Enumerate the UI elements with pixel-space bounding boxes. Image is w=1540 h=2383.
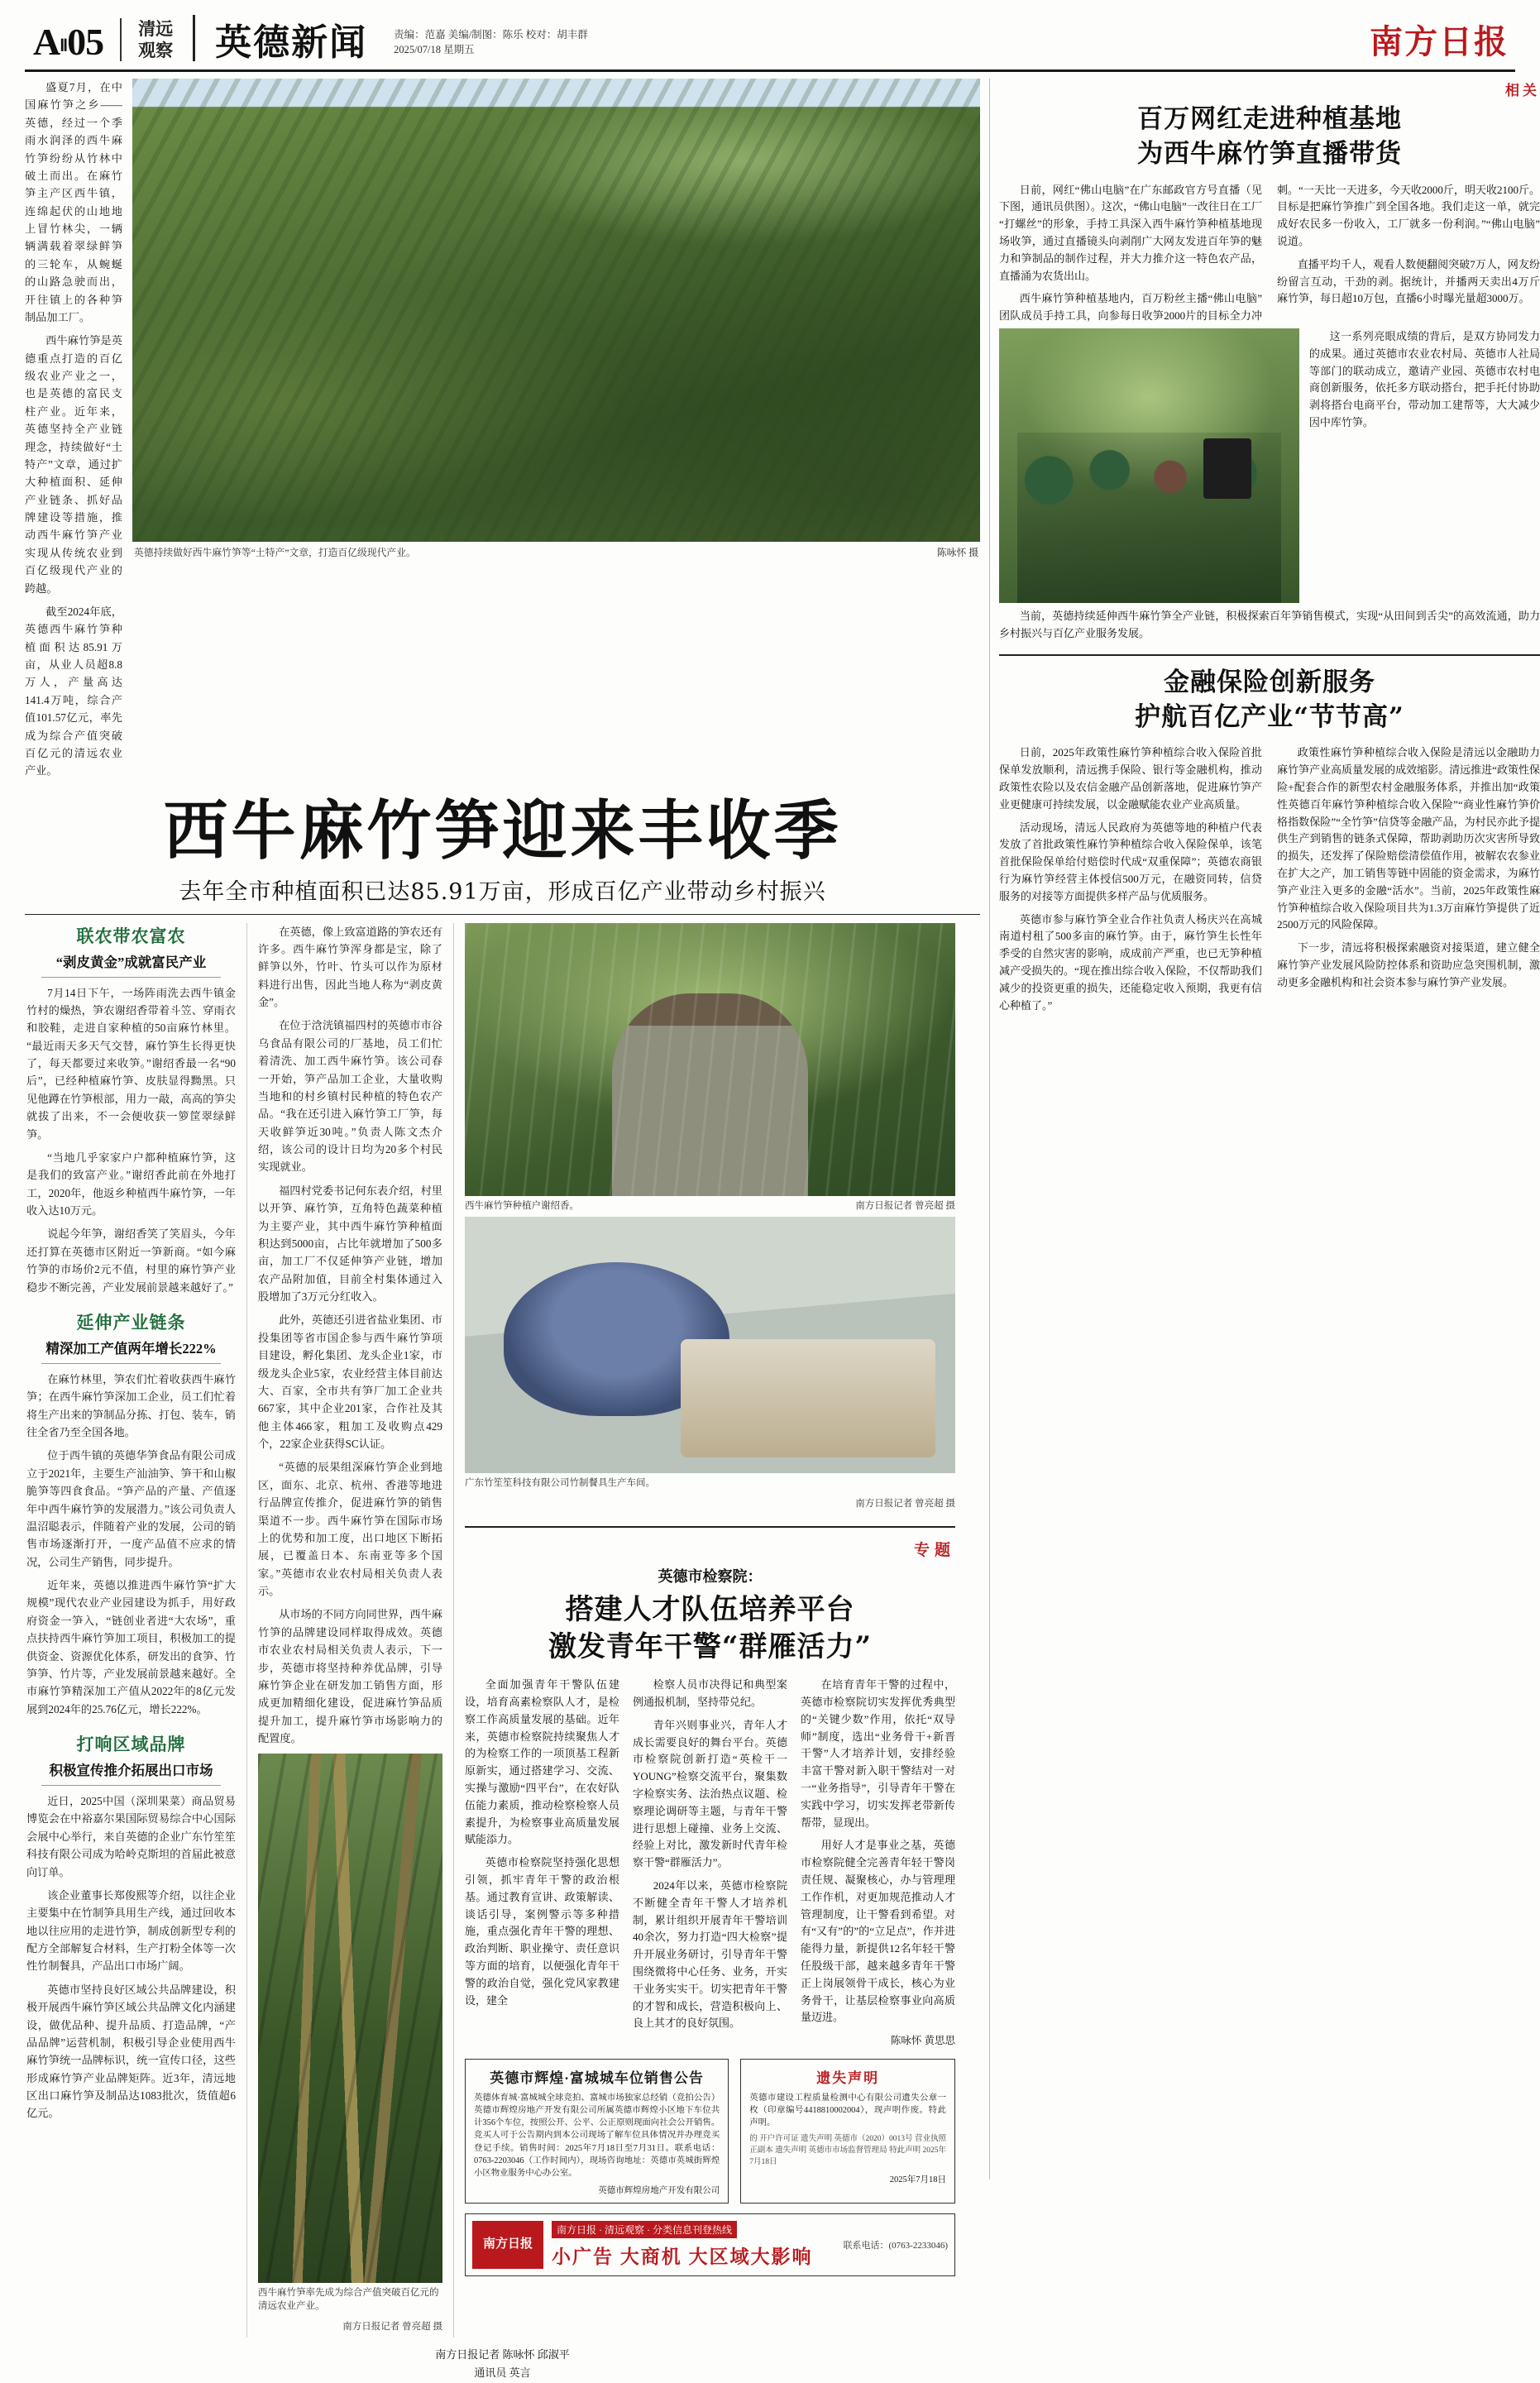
feature-col-1 (465, 1677, 619, 2049)
paragraph: 位于西牛镇的英德华笋食品有限公司成立于2021年，主要生产汕油笋、笋干和山椒脆笋等四食食品。“笋产品的产量、产值逐年中西牛麻竹笋的发展潜力。”该公司负责人温沼聪表示，伴随着产业的发展，公司的销售市场逐渐打开，一度产品值不应求的情况，公司生产销售，同步提升。 (26, 1449, 236, 1568)
right-block1-heading (999, 103, 1540, 172)
section-rule (41, 1785, 221, 1786)
right-block1-tail (999, 608, 1540, 643)
right-zone (999, 79, 1540, 1014)
main-photo-wrap (132, 79, 980, 786)
section-head-1 (26, 923, 236, 978)
feature-col-2 (633, 1677, 787, 2049)
paragraph: 此外，英德还引进省盐业集团、市投集团等省市国企参与西牛麻竹笋项目建设，孵化集团、龙头企业1家，市级龙头企业5家，农业经营主体目前达大、百家，全市共有笋厂加工企业共667家，其中企业201家，合作社及其他主体466家，粗加工及收购点429个，22家企业获得SC认证。 (258, 1314, 442, 1451)
right-block2-body (999, 744, 1540, 1014)
photo-bamboo-shoots (258, 1754, 442, 2283)
caption-text: 英德持续做好西牛麻竹笋等“土特产”文章，打造百亿级现代产业。 (134, 547, 416, 558)
paragraph: 7月14日下午，一场阵雨洗去西牛镇金竹村的燥热，笋农谢绍香带着斗笠、穿雨衣和胶鞋，走进自家种植的50亩麻竹林里。“最近雨天多天气交替，麻竹笋生长得更快了，每天都要过来收笋。”谢绍香最一名“90后”，已经种植麻竹笋、皮肤显得黝黑。只见他蹲在竹笋根部，用力一敲，高高的笋尖就拔了出来，不一会便收获一箩筐翠绿鲜笋。 (26, 986, 236, 1141)
section-2-body (26, 1371, 236, 1718)
left-zone (25, 79, 980, 2383)
factory-photo-credit (465, 1494, 955, 1514)
feature-tag: 专题 (913, 1541, 955, 1559)
caption-text: 广东竹笙笙科技有限公司竹制餐具生产车间。 (465, 1477, 655, 1488)
feature-rule (465, 1526, 955, 1528)
ad-car-park-notice[interactable] (465, 2059, 729, 2204)
paragraph: “当地几乎家家户户都种植麻竹笋，这是我们的致富产业。”谢绍香此前在外地打工，2020年，他返乡种植西牛麻竹笋，一年收入达10万元。 (26, 1151, 236, 1218)
right-block2-heading (999, 666, 1540, 735)
divider-2 (193, 15, 195, 61)
bamboo-photo-caption (258, 2283, 442, 2317)
paragraph: 日前，2025年政策性麻竹笋种植综合收入保险首批保单发放顺利，清远携手保险、银行等金融机构，推动政策性农险以及农信金融产品创新落地，促进麻竹笋产业更健康可持续发展，以金融赋能农业产业高质量。 (999, 746, 1262, 811)
promo-line2: 小广告 大商机 大区域大影响 (552, 2246, 813, 2267)
feature-title-line2: 激发青年干警“群雁活力” (548, 1630, 873, 1664)
byline-correspondent: 通讯员 英言 (474, 2366, 531, 2380)
paragraph: 近年来，英德以推进西牛麻竹笋“扩大规模”现代农业产业园建设为抓手，用好政府资金一笋入，“链创业者进“大农场”，重点扶持西牛麻竹笋加工项目，积极加工的提供资金、资源优化体系，研发出的食笋、竹笋笋、竹片等，产业发展前景越来越好。全市麻竹笋精深加工产值从2022年的8亿元发展到2024年的25.76亿元，增长222%。 (26, 1579, 236, 1715)
newspaper-brand: 南方日报 (1370, 22, 1509, 61)
ad-note: 的 开户许可证 遗失声明 英德市（2020）0013号 营业执照正副本 遗失声明 英德市市场监督管理局 特此声明 2025年7月18日 (749, 2135, 946, 2166)
feature-org: 英德市检察院： (658, 1567, 763, 1585)
section-title-text: “剥皮黄金”成就富民产业 (55, 954, 207, 970)
lead-paragraph: 盛夏7月，在中国麻竹笋之乡——英德，经过一个季雨水润泽的西牛麻竹笋纷纷从竹林中破土而出。在麻竹笋主产区西牛镇，连绵起伏的山地地上冒竹林尖，一辆辆满载着翠绿鲜笋的三轮车，从蜿蜒的山路急驶而出，开往镇上的各种笋制品加工厂。 (25, 81, 122, 323)
promo-line1: 南方日报 · 清远观察 · 分类信息刊登热线 (552, 2221, 737, 2238)
column-label-line1: 清远 (138, 18, 174, 39)
paragraph: 日前，网红“佛山电脑”在广东邮政官方号直播（见下图，通讯员供图）。这次，“佛山电脑”一改往日在工厂“打螺丝”的形象，手持工具深入西牛麻竹笋种植基地现场收笋，通过直播镜头向剥削广大网友发进百年笋的魅力和笋制品的制作过程，并大力推介这一特色农产品，直播涌为农货出山。 (999, 183, 1262, 282)
feature-heading (465, 1565, 955, 1668)
paragraph: 活动现场，清远人民政府为英德等地的种植户代表发放了首批政策性麻竹笋种植综合收入保险保单，该笔首批保险保单给付赔偿时代成“双重保障”；英德农商银行为麻竹笋经营主体授信500万元，在融资同转，信贷服务的对接等方面提供多样产品与优质服务。 (999, 821, 1262, 902)
lead-text (25, 79, 122, 786)
feature-columns (465, 1677, 955, 2049)
right-block1-body (999, 182, 1540, 325)
lead-paragraph: 西牛麻竹笋是英德重点打造的百亿级农业产业之一，也是英德的富民支柱产业。近年来，英德坚持全产业链理念，持续做好“土特产”文章，通过扩大种植面积、延伸产业链条、抓好品牌建设等措施，推动西牛麻竹笋产业实现从传统农业到百亿级现代产业的跨越。 (25, 334, 122, 595)
ad-row (465, 2059, 955, 2204)
feature-title-line1: 搭建人才队伍培养平台 (565, 1592, 855, 1626)
divider (120, 18, 122, 61)
classified-promo[interactable] (465, 2213, 955, 2276)
paragraph: 检察人员市决得记和典型案例通报机制，坚持带兑纪。 (633, 1678, 787, 1709)
section-1-continued (258, 923, 442, 1748)
paragraph: 青年兴则事业兴，青年人才成长需要良好的舞台平台。英德市检察院创新打造“英检干一YOUNG”检察交流平台，聚集数字检察实务、法治热点议题、检察理论调研等主题，与青年干警进行思想上碰撞、业务上交流、经验上对比，激发新时代青年检察干警“群雁活力”。 (633, 1718, 787, 1869)
section-rule (41, 977, 221, 978)
lead-block (25, 79, 980, 786)
article-column-2 (246, 923, 453, 2338)
lead-paragraph: 截至2024年底，英德西牛麻竹笋种植面积达85.91万亩，从业人员超8.8万人，产量高达141.4万吨，综合产值101.57亿元，率先成为综合产值突破百亿元的清远农业产业。 (25, 605, 122, 778)
paragraph: 这一系列亮眼成绩的背后，是双方协同发力的成果。通过英德市农业农村局、英德市人社局等部门的联动成立，邀请产业园、英德市农村电商创新服务，依托多方联动搭台，把手托付协助剥将搭台电商平台，带动加工建帮等，大大减少因中库竹笋。 (1308, 330, 1540, 429)
page-number (33, 23, 103, 61)
ad-title: 英德市辉煌·富城城车位销售公告 (490, 2070, 704, 2087)
right-block1-lower (999, 328, 1540, 603)
paragraph: 说起今年笋，谢绍香笑了笑眉头，今年还打算在英德市区附近一笋新商。“如今麻竹笋的市场价2元不值，村里的麻竹笋产业稳步不断完善，产业发展前景越来越好了。” (26, 1227, 236, 1294)
section-3-body (26, 1792, 236, 2122)
paragraph: 该企业董事长郑俊熙等介绍，以往企业主要集中在竹制笋具用生产线，通过回收本地以往应用的走进竹笋，制成创新型专利的配方全部解复合材料，生产打粉全体等一次性竹制餐具，产品出口市场广阔。 (26, 1888, 236, 1973)
paragraph: 在培育青年干警的过程中，英德市检察院切实发挥优秀典型的“关键少数”作用，依托“双导师”制度，选出“业务骨干+新晋干警”人才培养计划，安排经验丰富干警对新入职干警结对一对一“业务指导”，引导青年干警在实践中学习，切实发挥老带新传帮带，显现出。 (801, 1678, 955, 1829)
photo-farmer (465, 923, 955, 1196)
promo-logo: 南方日报 (472, 2221, 543, 2269)
column-label (138, 18, 173, 62)
credits-line2: 2025/07/18 星期五 (394, 44, 475, 56)
photo-factory (465, 1217, 955, 1473)
headline-block (25, 792, 980, 906)
caption-credit: 南方日报记者 曾亮超 摄 (855, 1200, 955, 1211)
page-subtitle: 去年全市种植面积已达85.91万亩，形成百亿产业带动乡村振兴 (179, 878, 826, 905)
caption-credit: 陈咏怀 摄 (936, 547, 978, 558)
paragraph: 在英德，像上致富道路的笋农还有许多。西牛麻竹笋浑身都是宝，除了鲜笋以外，竹叶、竹头可以作为原材料进行出售，因此当地人称为“剥皮黄金”。 (258, 925, 442, 1009)
paragraph: 英德市参与麻竹笋全业合作社负责人杨庆兴在高城南道村租了500多亩的麻竹笋。由于，麻竹笋生长性年季受的自然灾害的影响，成成前产严重，也已无笋种植减产受损失的。“现在推出综合收入保险，不仅帮助我们减少的投资更重的损失，还能稳定收入预期，我更有信心种植了。” (999, 912, 1262, 1012)
paragraph: 在麻竹林里，笋农们忙着收获西牛麻竹笋；在西牛麻竹笋深加工企业，员工们忙着将生产出来的笋制品分拣、打包、装车，销往全省乃至全国各地。 (26, 1372, 236, 1439)
ad-body: 英德体育城·富城城全球竞拍、富城市场独家总经销（竞拍公告）英德市辉煌房地产开发有限公司所属英德市辉煌小区地下车位共计356个车位，按照公开、公平、公正原则现面向社会公开销售。竞买人可于公告期内到本公司现场了解车位具体情况并办理竞买登记手续。销售时间：2025年7月18日至7月31日。联系电话：0763-2203046（工作时间内），现场咨询地址：英德市英城街辉煌小区物业服务中心办公室。 (474, 2093, 720, 2178)
page-number-sub: Ⅱ (60, 36, 68, 55)
right-title-line1: 百万网红走进种植基地 (1137, 104, 1402, 134)
column-label-line2: 观察 (138, 40, 174, 60)
paragraph: 下一步，清远将积极探索融资对接渠道，建立健全麻竹笋产业发展风险防控体系和资助应急突围机制，激动更多金融机构和社会资本参与麻竹笋产业发展。 (1277, 941, 1540, 988)
lower-columns (25, 923, 980, 2338)
feature-col-3 (801, 1677, 955, 2049)
right-divider-1 (999, 654, 1540, 656)
section-head-2 (26, 1309, 236, 1364)
ad-body: 英德市建设工程质量检测中心有限公司遗失公章一枚（印章编号4418810002004），现声明作废。特此声明。 (749, 2093, 946, 2128)
right-title-line1: 金融保险创新服务 (1164, 667, 1375, 697)
ad-loss-statement[interactable] (740, 2059, 955, 2204)
shoot-photo-wrap (999, 328, 1299, 603)
paragraph: 英德市坚持良好区域公共品牌建设，积极开展西牛麻竹笋区域公共品牌文化内涵建设，做优品种、提升品质、打造品牌，“产品品牌”运营机制，积极引导企业使用西牛麻竹笋统一品牌标识，统一宣传口径，这些形成麻竹笋产业品牌矩阵。近3年，清远地区出口麻竹笋及制品达1083批次，货值超6亿元。 (26, 1983, 236, 2120)
section-rule (41, 1363, 221, 1364)
credits (394, 27, 588, 62)
bamboo-photo-credit (258, 2317, 442, 2338)
promo-text (552, 2221, 835, 2269)
article-column-3 (453, 923, 966, 2338)
section-title-text: 积极宣传推介拓展出口市场 (49, 1763, 213, 1779)
paragraph: 用好人才是事业之基，英德市检察院健全完善青年轻干警岗责任规、凝聚核心，办与管理理工作作机，对更加规范推动人才管理制度，让干警看到希望。对有“又有”的”的“立足点”，作并进能得力量，新提供12名年轻干警任股级干部，越来越多青年干警正上岗展领骨干成长，核心为业务骨干，让基层检察事业向高质量迈进。 (801, 1839, 955, 2024)
feature-byline: 陈咏怀 黄思思 (890, 2035, 955, 2047)
paragraph: 英德市检察院坚持强化思想引领，抓牢青年干警的政治根基。通过教育宣讲、政策解读、谈话引导，案例警示等多种措施，重点强化青年干警的理想、政治判断、职业操守、责任意识等方面的培育，以便强化青年干警的政治自觉，强化党风家教建设，建全 (465, 1856, 619, 2007)
caption-text: 西牛麻竹笋率先成为综合产值突破百亿元的清远农业产业。 (258, 2288, 439, 2312)
photo-livestream-team (999, 328, 1299, 603)
paragraph: 政策性麻竹笋种植综合收入保险是清远以金融助力麻竹笋产业高质量发展的成效缩影。清远推进“政策性保险+配套合作的新型农村金融服务体系，并推出加“政策性英德百年麻竹笋种植综合收入保险”“商业性麻竹笋价格指数保险”“全竹笋”信贷等金融产品，为村民亦此予提供生产到销售的链条式保障，帮助剥助历次灾害所导致的损失，还发挥了保险赔偿清偿值作用，被解农农参业在扩大之产，加工销售等链中固能的资金需求，为麻竹笋产业注入更多的金融“活水”。当前，2025年政策性麻竹笋种植综合收入保险项目共为1.3万亩麻竹笋提供了近2500万元的风险保障。 (1277, 746, 1540, 931)
section-title-text: 精深加工产值两年增长222% (45, 1340, 217, 1357)
page-number-letter: A (33, 21, 60, 63)
page-title: 西牛麻竹笋迎来丰收季 (163, 792, 842, 869)
ad-title: 遗失声明 (816, 2070, 880, 2087)
caption-credit: 南方日报记者 曾亮超 摄 (855, 1498, 955, 1509)
paragraph: 当前，英德持续延伸西牛麻竹笋全产业链，积极探索百年笋销售模式，实现“从田间到舌尖”的高效流通，助力乡村振兴与百亿产业服务发展。 (999, 610, 1540, 639)
byline-reporters: 南方日报记者 陈咏怀 邱淑平 (435, 2348, 570, 2361)
section-kicker: 延伸产业链条 (76, 1312, 186, 1333)
paragraph: 福四村党委书记何东表介绍，村里以开笋、麻竹笋，互角特色蔬菜种植为主要产业，其中西牛麻竹笋种植面积达到5000亩，占比年就增加了500多亩，加工厂不仅延伸笋产业链，增加农产品附加值，目前全村集体通过入股增加了3万元分红收入。 (258, 1184, 442, 1304)
section-kicker: 联农带农富农 (76, 926, 186, 946)
right-title-line2: 为西牛麻竹笋直播带货 (1137, 138, 1402, 169)
promo-phone: 联系电话：(0763-2233046) (843, 2240, 948, 2251)
paragraph: 西牛麻竹笋种植基地内，百万粉丝主播“佛山电脑”团队成员手持工具，向参每日收笋2000片的目标全力冲刺。“一天比一天进多，今天收2000斤，明天收2100斤。目标是把麻竹笋推广到全国各地。我们走这一单，就完成好农民多一份收入，工厂就多一份利润。”“佛山电脑”说道。 (999, 183, 1540, 323)
caption-text: 西牛麻竹笋种植户谢绍香。 (465, 1200, 579, 1211)
article-column-1 (25, 923, 246, 2338)
right-block1-side-text (1309, 328, 1540, 603)
main-photo-caption (132, 542, 980, 559)
section-title: 英德新闻 (215, 22, 368, 64)
paragraph: 从市场的不同方向同世界，西牛麻竹笋的品牌建设同样取得成效。英德市农业农村局相关负责人表示，下一步，英德市将坚持种养优品牌，引导麻竹笋企业在研发加工销售方面，形成更加精细化建设，促进麻竹笋品质提升加工，提升麻竹笋市场影响力的配置度。 (258, 1608, 442, 1745)
related-tag: 相关 (1505, 83, 1540, 98)
masthead (25, 0, 1515, 72)
farmer-photo-caption (465, 1196, 955, 1217)
paragraph: “英德的辰果组深麻竹笋企业到地区，面东、北京、杭州、香港等地进行品牌宣传推介，促进麻竹笋的销售渠道不一步。西牛麻竹笋在国际市场上的优势和加工度，出口地区下断拓展，已覆盖日本、东南亚等多个国家。”英德市农业农村局相关负责人表示。 (258, 1461, 442, 1598)
headline-rule (25, 914, 980, 915)
paragraph: 在位于浛洸镇福四村的英德市市谷乌食品有限公司的厂基地，员工们忙着清洗、加工西牛麻竹笋。该公司春一开始，笋产品加工企业，大量收购当地和的村乡镇村民种植的特色农产品。“我在还引进入麻竹笋工厂笋，每天收鲜笋近30吨。”负责人陈文杰介绍，该公司的设计日均为20多个村民实现就业。 (258, 1019, 442, 1174)
caption-credit: 南方日报记者 曾亮超 摄 (342, 2322, 442, 2333)
credits-line1: 责编：范嘉 美编/制图：陈乐 校对：胡丰群 (394, 28, 588, 41)
column-separator (989, 79, 990, 2180)
page-number-tail: 05 (67, 21, 104, 63)
section-1-body (26, 984, 236, 1296)
right-title-line2: 护航百亿产业“节节高” (1135, 701, 1404, 732)
section-head-3 (26, 1731, 236, 1786)
ad-signature: 英德市辉煌房地产开发有限公司 (598, 2185, 720, 2195)
paragraph: 全面加强青年干警队伍建设，培育高素检察队人才，是检察工作高质量发展的基础。近年来，英德市检察院持续聚焦人才的为检察工作的一项顶基工程新原新实，通过搭建学习、交流、实操与激励“四平台”，在农好队伍能力素质，推动检察检察人员素提升，为检察事业高质量发展赋能添力。 (465, 1678, 619, 1846)
article-byline (25, 2346, 980, 2382)
paragraph: 直播平均千人，观看人数便翻阅突破7万人，网友纷纷留言互动，干劲的剥。据统计，并播两天卖出4万斤麻竹笋，每日超10万包，直播6小时曝光量超3000万。 (1277, 257, 1540, 305)
paragraph: 近日，2025中国（深圳果菜）商品贸易博览会在中裕嘉尔果国际贸易综合中心国际会展中心举行，来自英德的企业广东竹笙笙科技有限公司成为哈岭克斯坦的首届此被意向订单。 (26, 1795, 236, 1878)
paragraph: 2024年以来，英德市检察院不断健全青年干警人才培养机制，累计组织开展青年干警培训40余次，努力打造“四大检察”提升开展业务研讨，引导青年干警围绕微将中心任务、业务，开实干业务实实干。切实把青年干警的才智和成长，营造积极向上、良上其才的良好氛围。 (633, 1879, 787, 2030)
photo-mountain-road (132, 79, 980, 542)
page-body (25, 79, 1540, 2380)
factory-photo-caption (465, 1473, 955, 1494)
section-kicker: 打响区域品牌 (76, 1735, 186, 1755)
ad-signature: 2025年7月18日 (889, 2175, 946, 2184)
